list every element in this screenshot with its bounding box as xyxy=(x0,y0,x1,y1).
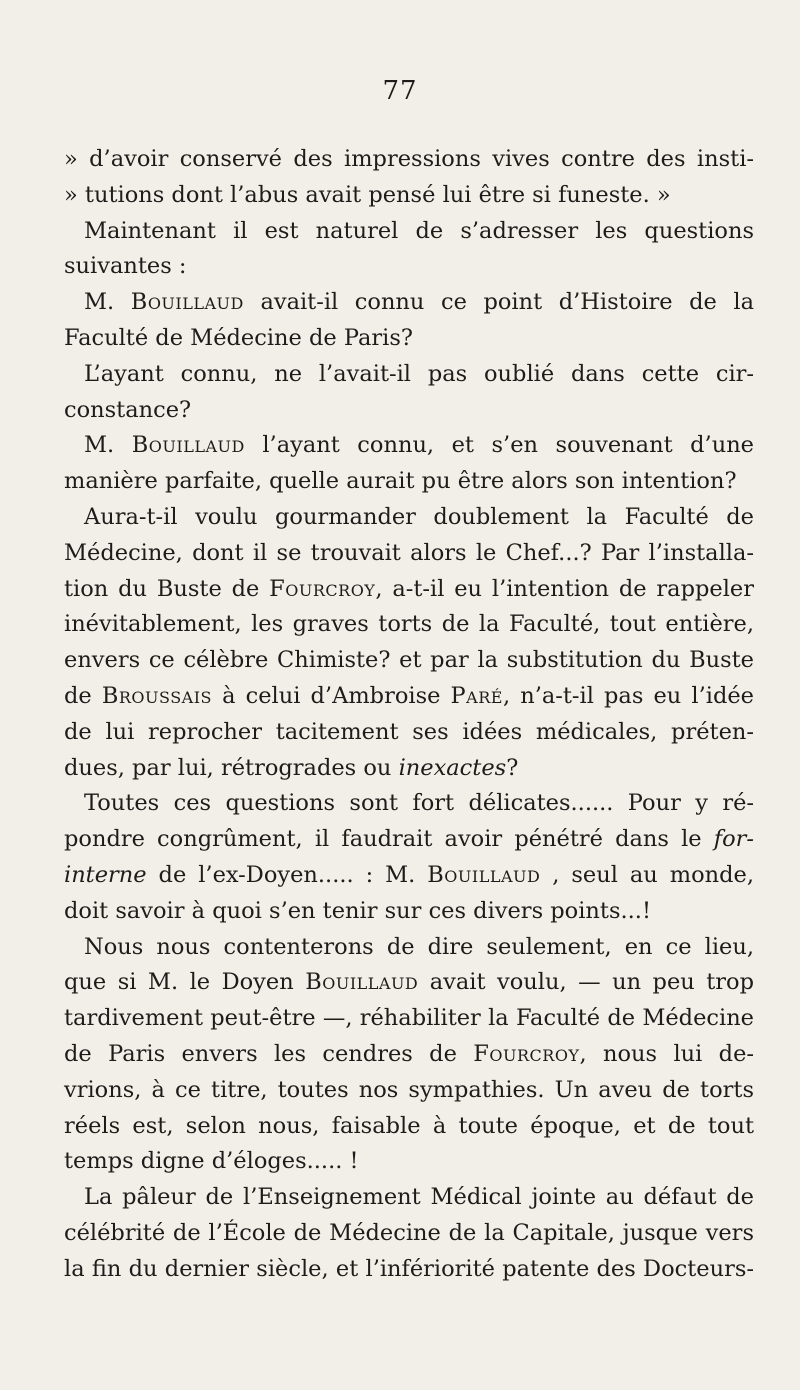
text-line xyxy=(64,1216,754,1252)
text-line xyxy=(64,894,754,930)
text-line xyxy=(64,751,754,787)
text-line xyxy=(64,428,754,464)
text-segment: inévitablement, les graves torts de la Faculté, tout entière, xyxy=(64,611,754,638)
text-segment: » d’avoir conservé des impressions vives contre des insti- xyxy=(64,146,754,172)
text-line xyxy=(64,643,754,679)
text-segment: , a-t-il eu l’intention de rappeler xyxy=(375,575,754,602)
text-segment: M. xyxy=(84,432,132,459)
text-line xyxy=(64,464,754,500)
text-line xyxy=(64,214,754,250)
text-segment: de lui reprocher tacitement ses idées médicales, préten- xyxy=(64,718,754,745)
text-segment: réels est, selon nous, faisable à toute époque, et de tout xyxy=(64,1112,754,1139)
text-line xyxy=(64,142,754,178)
text-line xyxy=(64,249,754,285)
text-line xyxy=(64,393,754,429)
text-segment: temps digne d’éloges..... ! xyxy=(64,1148,359,1175)
text-line xyxy=(64,1037,754,1073)
text-line xyxy=(64,822,754,858)
text-segment: Toutes ces questions sont fort délicates...... Pour y ré- xyxy=(84,790,754,817)
text-segment: doit savoir à quoi s’en tenir sur ces divers points...! xyxy=(64,897,651,924)
text-segment: L’ayant connu, ne l’avait-il pas oublié dans cette cir- xyxy=(84,360,754,387)
text-segment: célébrité de l’École de Médecine de la Capitale, jusque vers xyxy=(64,1219,754,1246)
small-caps-name: Fourcroy xyxy=(473,1040,580,1067)
text-segment: » tutions dont l’abus avait pensé lui être si funeste. » xyxy=(64,181,671,208)
italic-text: inexactes xyxy=(398,754,507,781)
italic-text: for- xyxy=(713,826,754,853)
text-segment: envers ce célèbre Chimiste? et par la substitution du Buste xyxy=(64,647,754,674)
text-line xyxy=(64,858,754,894)
text-segment: avait voulu, — un peu trop xyxy=(418,969,754,996)
text-segment: la fin du dernier siècle, et l’infériorité patente des Docteurs- xyxy=(64,1255,754,1282)
text-segment: M. xyxy=(84,289,131,316)
text-line xyxy=(64,1180,754,1216)
small-caps-name: Bouillaud xyxy=(131,432,245,459)
text-segment: manière parfaite, quelle aurait pu être alors son intention? xyxy=(64,468,737,495)
text-segment: à celui d’Ambroise xyxy=(212,682,451,709)
text-segment: Aura-t-il voulu gourmander doublement la Faculté de xyxy=(84,503,754,530)
small-caps-name: Paré xyxy=(450,682,503,709)
small-caps-name: Bouillaud xyxy=(427,861,541,888)
text-segment: dues, par lui, rétrogrades ou xyxy=(64,754,399,781)
text-line xyxy=(64,1001,754,1037)
text-segment: constance? xyxy=(64,396,192,423)
text-line xyxy=(64,1144,754,1180)
text-line xyxy=(64,715,754,751)
text-segment: Maintenant il est naturel de s’adresser les questions xyxy=(84,217,754,244)
text-line xyxy=(64,607,754,643)
text-segment: La pâleur de l’Enseignement Médical jointe au défaut de xyxy=(84,1184,754,1211)
text-line xyxy=(64,357,754,393)
text-line xyxy=(64,285,754,321)
italic-text: interne xyxy=(64,861,147,888)
text-segment: , nous lui de- xyxy=(579,1040,755,1067)
text-segment: Nous nous contenterons de dire seulement, en ce lieu, xyxy=(84,933,754,960)
small-caps-name: Fourcroy xyxy=(269,575,376,602)
text-segment: Médecine, dont il se trouvait alors le Chef...? Par l’installa- xyxy=(64,539,754,566)
text-segment: ? xyxy=(506,754,519,781)
small-caps-name: Bouillaud xyxy=(130,289,244,316)
page-number: 77 xyxy=(382,76,418,106)
body-text xyxy=(64,142,754,1288)
text-line xyxy=(64,1073,754,1109)
text-segment: Faculté de Médecine de Paris? xyxy=(64,324,413,351)
text-line xyxy=(64,1109,754,1145)
text-line xyxy=(64,572,754,608)
text-segment: tardivement peut-être —, réhabiliter la Faculté de Médecine xyxy=(64,1005,754,1032)
text-line xyxy=(64,500,754,536)
text-segment: suivantes : xyxy=(64,253,187,280)
text-line xyxy=(64,536,754,572)
text-segment: pondre congrûment, il faudrait avoir pénétré dans le xyxy=(64,826,714,853)
text-line xyxy=(64,930,754,966)
text-segment: tion du Buste de xyxy=(64,575,270,602)
text-segment: de xyxy=(64,682,102,709)
text-segment: de Paris envers les cendres de xyxy=(64,1040,474,1067)
text-segment: avait-il connu ce point d’Histoire de la xyxy=(243,289,755,316)
text-segment: , seul au monde, xyxy=(540,861,754,888)
text-line xyxy=(64,679,754,715)
text-line xyxy=(64,178,754,214)
text-line xyxy=(64,786,754,822)
small-caps-name: Broussais xyxy=(101,682,212,709)
text-segment: que si M. le Doyen xyxy=(64,969,306,996)
text-segment: vrions, à ce titre, toutes nos sympathies. Un aveu de torts xyxy=(64,1076,754,1103)
text-segment: , n’a-t-il pas eu l’idée xyxy=(502,682,754,709)
text-line xyxy=(64,965,754,1001)
small-caps-name: Bouillaud xyxy=(305,969,419,996)
text-segment: de l’ex-Doyen..... : M. xyxy=(146,861,428,888)
text-line xyxy=(64,1252,754,1288)
text-segment: l’ayant connu, et s’en souvenant d’une xyxy=(244,432,754,459)
text-line xyxy=(64,321,754,357)
